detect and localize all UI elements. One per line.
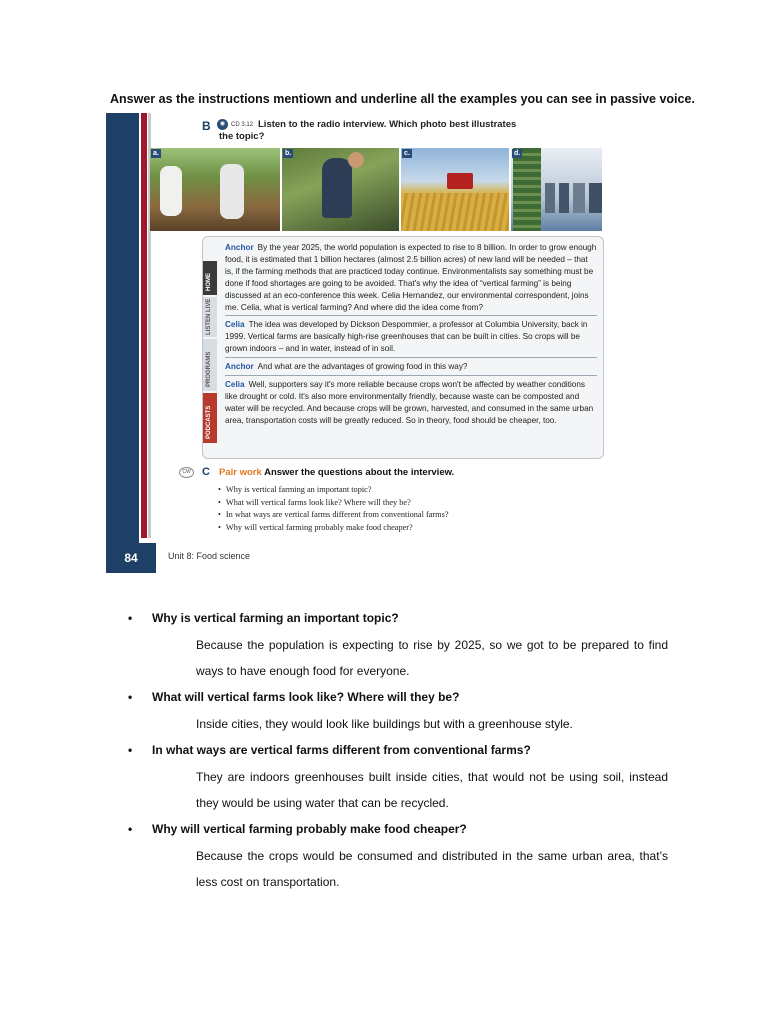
list-item: • Why is vertical farming an important topic? <box>218 484 518 497</box>
section-b-instruction: Listen to the radio interview. Which photo best illustrates <box>258 119 517 130</box>
answer-block <box>128 742 668 816</box>
photo-harvester-field <box>401 148 509 231</box>
unit-title: Unit 8: Food science <box>168 551 251 561</box>
question: • In what ways are vertical farms different from conventional farms? <box>128 742 668 758</box>
interview-turn <box>225 319 597 358</box>
textbook-scan <box>106 113 613 573</box>
cd-icon: ◉ <box>217 119 228 130</box>
cd-track-label: CD 3.12 <box>231 122 254 128</box>
vertical-farm-tower <box>513 148 541 231</box>
page-number: 84 <box>106 543 156 573</box>
list-item: • What will vertical farms look like? Where will they be? <box>218 497 518 510</box>
interview-line: By the year 2025, the world population is expected to rise to 8 billion. In order to grow enough food, it is estimated that 1 billion hectares (almost 2.5 billion acres) of new land will be needed – that is, if the farming methods that are practiced today continue. Environmentalists say something must be done if food shortages are going to be avoided. That's why the idea of “vertical farming” is being discussed at an eco-conference this week. Celia Hernandez, our environmental correspondent, joins me. Celia, what is vertical farming? And where did the idea come from? <box>225 243 597 312</box>
answer: They are indoors greenhouses built inside cities, that would not be using soil, instead they would be using water that can be recycled. <box>196 770 668 810</box>
photo-vertical-farm-tower <box>511 148 602 231</box>
photo-label: b. <box>285 150 292 157</box>
person-head <box>348 152 364 168</box>
interview-line: Well, supporters say it's more reliable because crops won't be affected by weather conditions like drought or cold. It's also more environmentally friendly, because waste can be composted and water will be recycled. And because crops will be grown, harvested, and consumed in the same urban area, transportation costs will be greatly reduced. So in theory, food should be cheaper, too. <box>225 380 594 425</box>
photo-label: c. <box>404 150 410 157</box>
answer: Because the crops would be consumed and distributed in the same urban area, that’s less cost on transportation. <box>196 849 668 889</box>
photo-label: a. <box>153 150 159 157</box>
spine-stripe <box>141 113 147 538</box>
tab-listen-live: LISTEN LIVE <box>203 297 217 337</box>
photo-community-garden <box>150 148 280 231</box>
section-b-letter: B <box>202 119 211 133</box>
answer: Inside cities, they would look like buildings but with a greenhouse style. <box>196 717 573 731</box>
answer-block <box>128 689 668 737</box>
person-figure <box>322 158 352 218</box>
answer-block <box>128 821 668 895</box>
answer: Because the population is expecting to rise by 2025, so we got to be prepared to find ways to have enough food for everyone. <box>196 638 668 678</box>
interview-line: The idea was developed by Dickson Despommier, a professor at Columbia University, back in 1999. Vertical farms are basically high-rise greenhouses that can be built in cities. So crops will be grown indoors – and in water, instead of in soil. <box>225 320 588 354</box>
tab-podcasts: PODCASTS <box>203 393 217 443</box>
interview-turn <box>225 379 597 429</box>
page-spine <box>106 113 139 573</box>
interview-transcript <box>225 242 597 432</box>
tab-home: HOME <box>203 261 217 295</box>
list-item: • In what ways are vertical farms different from conventional farms? <box>218 509 518 522</box>
class-work-icon: CW <box>179 467 194 478</box>
section-c-instruction <box>219 467 454 478</box>
interview-line: And what are the advantages of growing food in this way? <box>257 362 468 372</box>
speaker-name: Celia <box>225 380 245 390</box>
harvester-machine <box>447 173 473 189</box>
gardener-figure <box>220 164 244 219</box>
photo-label: d. <box>514 150 521 157</box>
section-b-instruction-cont: the topic? <box>219 131 265 142</box>
speaker-name: Anchor <box>225 243 254 252</box>
wheat-field <box>401 193 509 231</box>
tab-programs: PROGRAMS <box>203 339 217 391</box>
photo-greenhouse-watering <box>282 148 399 231</box>
pair-work-label: Pair work <box>219 467 262 478</box>
section-c-letter: C <box>202 466 210 478</box>
website-tabs <box>203 237 217 458</box>
instruction-text: Answer as the instructions mentiown and underline all the examples you can see in passive voice. <box>110 92 695 106</box>
section-c-instruction-text: Answer the questions about the interview. <box>264 467 455 478</box>
question: • Why is vertical farming an important topic? <box>128 610 668 626</box>
interview-turn <box>225 242 597 316</box>
question: • Why will vertical farming probably make food cheaper? <box>128 821 668 837</box>
city-skyline <box>545 183 602 213</box>
speaker-name: Anchor <box>225 362 254 372</box>
section-c-questions <box>218 484 518 534</box>
gardener-figure <box>160 166 182 216</box>
interview-turn <box>225 361 597 376</box>
answer-block <box>128 610 668 684</box>
question: • What will vertical farms look like? Where will they be? <box>128 689 668 705</box>
radio-interview-box <box>202 236 604 459</box>
list-item: • Why will vertical farming probably make food cheaper? <box>218 522 518 535</box>
speaker-name: Celia <box>225 320 245 330</box>
